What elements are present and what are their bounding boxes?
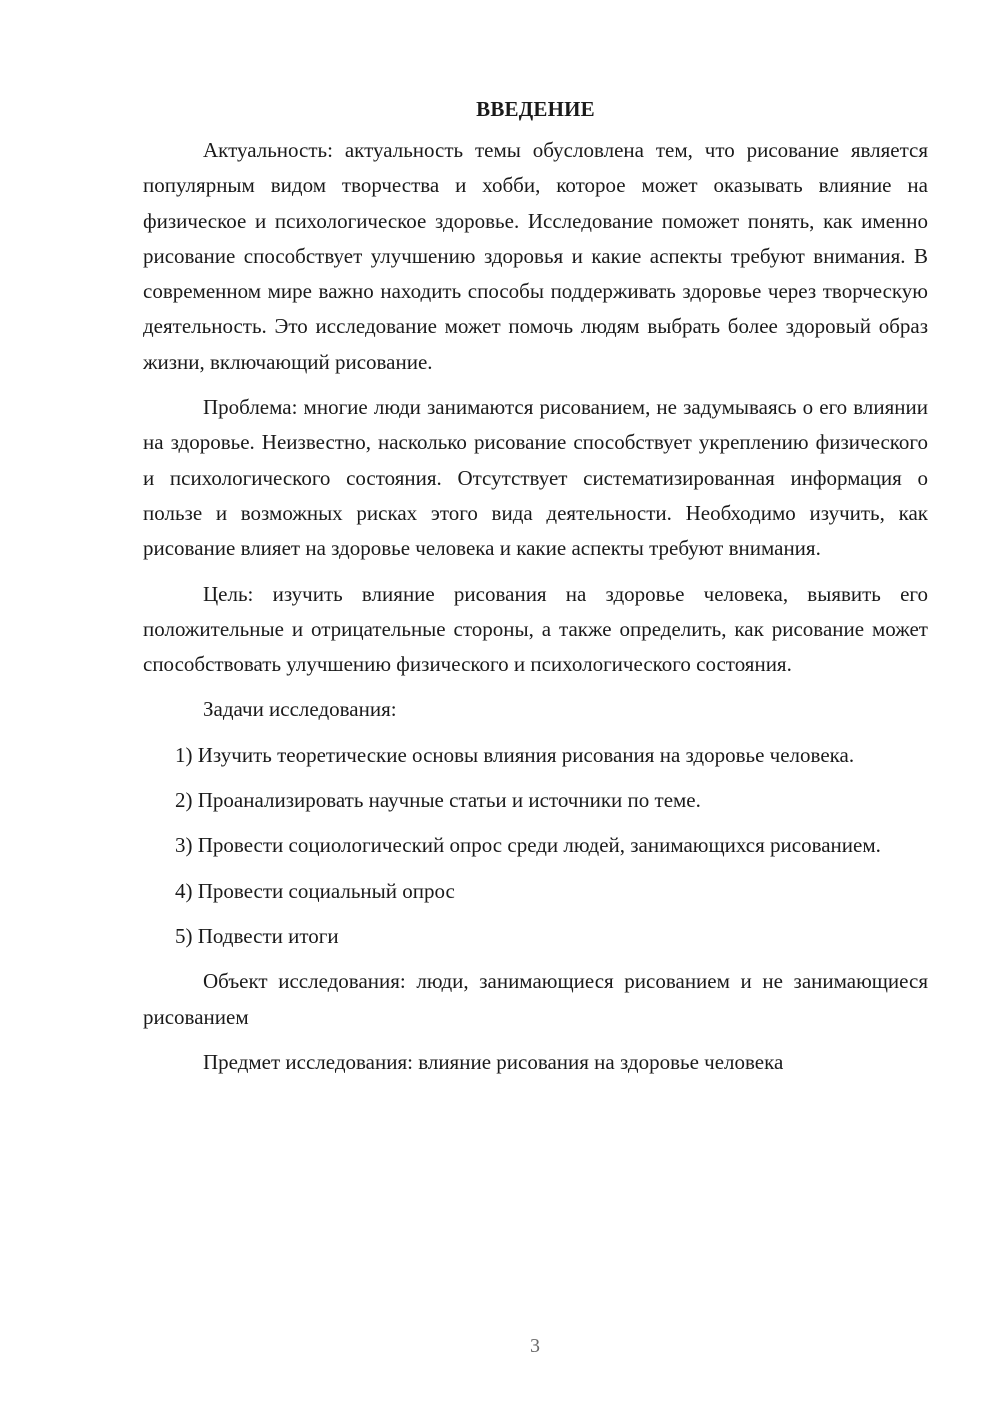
page-content [143,92,928,1090]
research-object-paragraph: Объект исследования: люди, занимающиеся рисованием и не занимающиеся рисованием [143,969,928,1029]
task-item: 4) Провести социальный опрос [175,878,455,903]
page-number: 3 [530,1335,540,1357]
goal-paragraph: Цель: изучить влияние рисования на здоровье человека, выявить его положительные и отрицательные стороны, а также определить, как рисование может способствовать улучшению физического и психологического состояния. [143,581,928,677]
problem-paragraph: Проблема: многие люди занимаются рисованием, не задумываясь о его влиянии на здоровье. Неизвестно, насколько рисование способствует укреплению физического и психологического состояния. Отсутствует систематизированная информация о пользе и возможных рисках этого вида деятельности. Необходимо изучить, как рисование влияет на здоровье человека и какие аспекты требуют внимания. [143,395,928,561]
task-item: 5) Подвести итоги [175,923,339,948]
task-item: 3) Провести социологический опрос среди людей, занимающихся рисованием. [175,833,881,858]
relevance-paragraph: Актуальность: актуальность темы обусловлена тем, что рисование является популярным видом творчества и хобби, которое может оказывать влияние на физическое и психологическое здоровье. Исследование поможет понять, как именно рисование способствует улучшению здоровья и какие аспекты требуют внимания. В современном мире важно находить способы поддерживать здоровье через творческую деятельность. Это исследование может помочь людям выбрать более здоровый образ жизни, включающий рисование. [143,138,928,374]
task-item: 2) Проанализировать научные статьи и источники по теме. [175,788,701,813]
task-item: 1) Изучить теоретические основы влияния рисования на здоровье человека. [175,742,855,767]
tasks-heading: Задачи исследования: [203,697,397,722]
section-title: ВВЕДЕНИЕ [476,97,595,121]
research-subject-paragraph: Предмет исследования: влияние рисования на здоровье человека [203,1049,784,1074]
